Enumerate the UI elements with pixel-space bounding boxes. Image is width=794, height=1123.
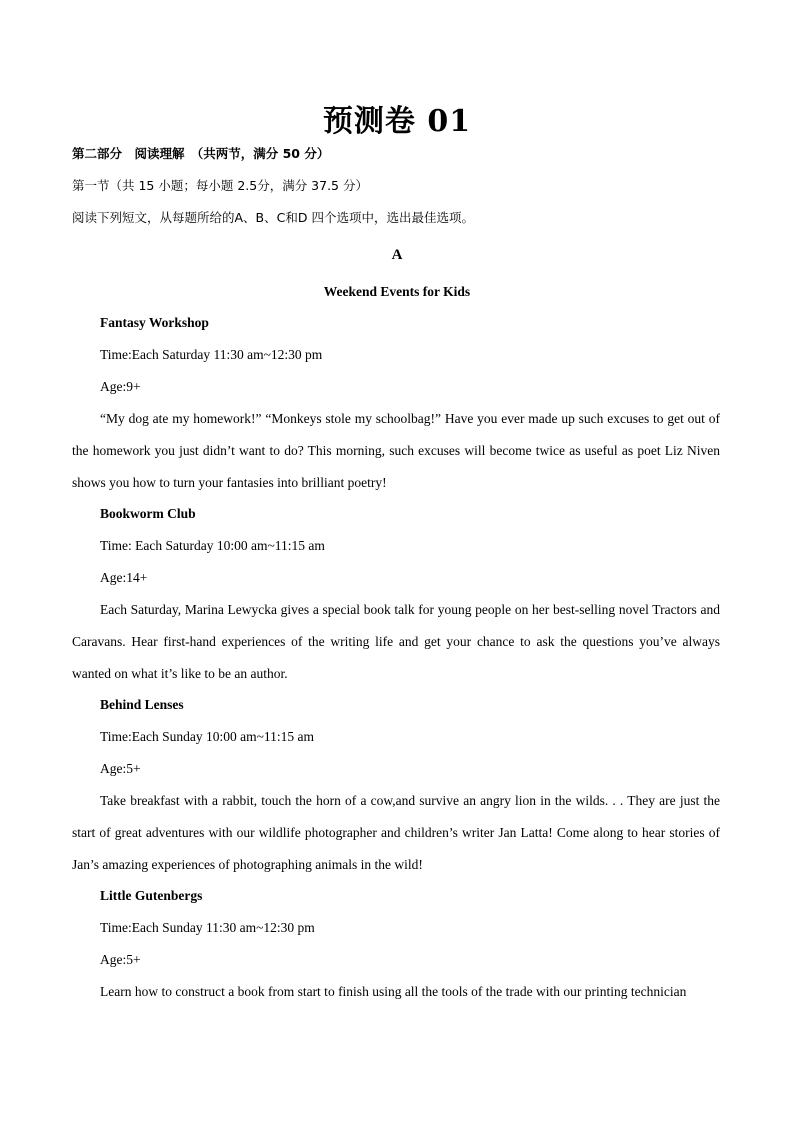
event-time: Time:Each Saturday 11:30 am~12:30 pm [100, 347, 323, 362]
event-name: Fantasy Workshop [100, 315, 209, 330]
page-title: 预测卷 01 [322, 104, 472, 139]
section-header: 第二部分 阅读理解 （共两节，满分 50 分） [72, 146, 330, 161]
event-name: Behind Lenses [100, 697, 184, 712]
passage-letter: A [391, 247, 403, 263]
passage-title: Weekend Events for Kids [323, 284, 471, 299]
event-description: “My dog ate my homework!” “Monkeys stole my schoolbag!” Have you ever made up such excuses to get out of the homework you just didn’t want to do? This morning, such excuses will become twice as useful as poet Liz Niven shows you how to turn your fantasies into brilliant poetry! [72, 411, 720, 490]
event-description: Learn how to construct a book from start to finish using all the tools of the trade with our printing technician [100, 984, 687, 999]
event-age: Age:5+ [100, 952, 141, 967]
section-one-heading: 第一节（共 15 小题；每小题 2.5分，满分 37.5 分） [72, 178, 368, 193]
event-description: Each Saturday, Marina Lewycka gives a special book talk for young people on her best-selling novel Tractors and Caravans. Hear first-hand experiences of the writing life and get your chance to ask the questions you’ve always wanted on what it’s like to be an author. [72, 602, 720, 681]
event-age: Age:5+ [100, 761, 141, 776]
event-age: Age:9+ [100, 379, 141, 394]
event-age: Age:14+ [100, 570, 148, 585]
event-name: Bookworm Club [100, 506, 196, 521]
event-time: Time:Each Sunday 10:00 am~11:15 am [100, 729, 315, 744]
instructions: 阅读下列短文，从每题所给的A、B、C和D 四个选项中，选出最佳选项。 [72, 210, 474, 225]
event-description: Take breakfast with a rabbit, touch the horn of a cow,and survive an angry lion in the wilds. . . They are just the start of great adventures with our wildlife photographer and children’s writer Jan Latta! Come along to hear stories of Jan’s amazing experiences of photographing animals in the wild! [72, 793, 720, 872]
event-time: Time:Each Sunday 11:30 am~12:30 pm [100, 920, 315, 935]
event-time: Time: Each Saturday 10:00 am~11:15 am [100, 538, 325, 553]
event-name: Little Gutenbergs [100, 888, 203, 903]
